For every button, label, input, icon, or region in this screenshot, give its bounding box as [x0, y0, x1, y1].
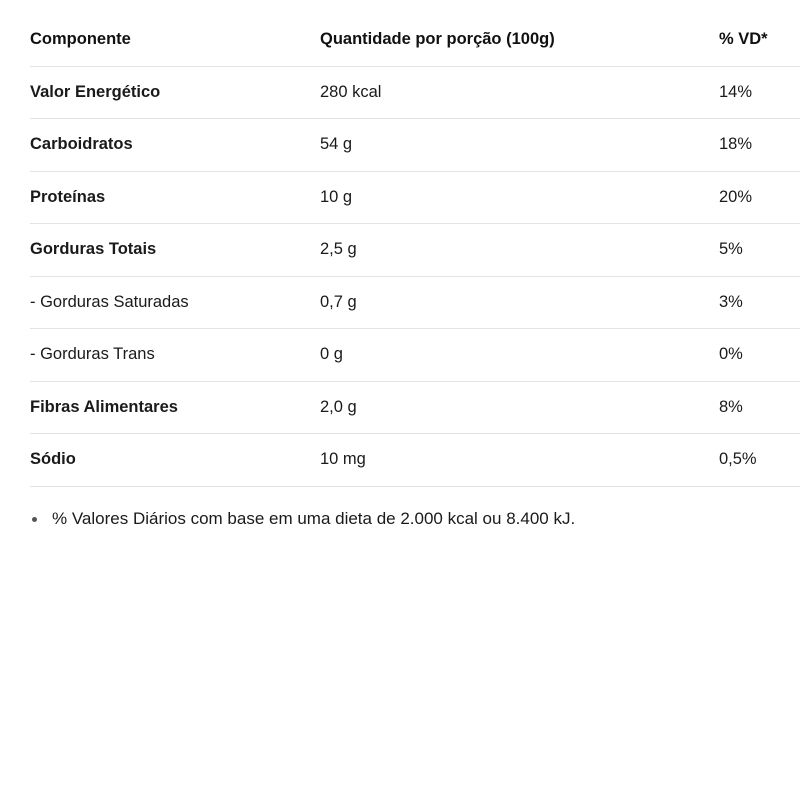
nutrient-name: Sódio	[30, 434, 320, 487]
nutrition-table	[30, 14, 800, 487]
nutrient-daily-value: 20%	[719, 171, 800, 224]
nutrient-daily-value: 5%	[719, 224, 800, 277]
nutrient-daily-value: 18%	[719, 119, 800, 172]
header-amount: Quantidade por porção (100g)	[320, 14, 719, 66]
nutrition-table-container	[30, 14, 800, 487]
table-row	[30, 329, 800, 382]
table-row	[30, 434, 800, 487]
nutrient-amount: 54 g	[320, 119, 719, 172]
nutrient-amount: 280 kcal	[320, 66, 719, 119]
nutrient-amount: 2,5 g	[320, 224, 719, 277]
footnote-item	[30, 505, 575, 533]
table-row	[30, 381, 800, 434]
nutrient-amount: 10 mg	[320, 434, 719, 487]
footnotes	[30, 505, 575, 533]
nutrient-name: - Gorduras Saturadas	[30, 276, 320, 329]
nutrient-name: Gorduras Totais	[30, 224, 320, 277]
table-row	[30, 224, 800, 277]
nutrient-name: Valor Energético	[30, 66, 320, 119]
nutrient-name: Carboidratos	[30, 119, 320, 172]
nutrient-amount: 2,0 g	[320, 381, 719, 434]
nutrient-amount: 0 g	[320, 329, 719, 382]
nutrient-daily-value: 14%	[719, 66, 800, 119]
nutrient-name: - Gorduras Trans	[30, 329, 320, 382]
nutrient-daily-value: 8%	[719, 381, 800, 434]
nutrient-name: Fibras Alimentares	[30, 381, 320, 434]
bullet-icon	[32, 517, 37, 522]
nutrient-amount: 10 g	[320, 171, 719, 224]
nutrient-daily-value: 0,5%	[719, 434, 800, 487]
nutrient-daily-value: 0%	[719, 329, 800, 382]
header-component: Componente	[30, 14, 320, 66]
table-row	[30, 171, 800, 224]
table-header-row	[30, 14, 800, 66]
nutrient-amount: 0,7 g	[320, 276, 719, 329]
footnote-text: % Valores Diários com base em uma dieta de 2.000 kcal ou 8.400 kJ.	[52, 509, 576, 528]
nutrient-daily-value: 3%	[719, 276, 800, 329]
table-row	[30, 276, 800, 329]
table-row	[30, 66, 800, 119]
nutrient-name: Proteínas	[30, 171, 320, 224]
table-row	[30, 119, 800, 172]
header-daily-value: % VD*	[719, 14, 800, 66]
